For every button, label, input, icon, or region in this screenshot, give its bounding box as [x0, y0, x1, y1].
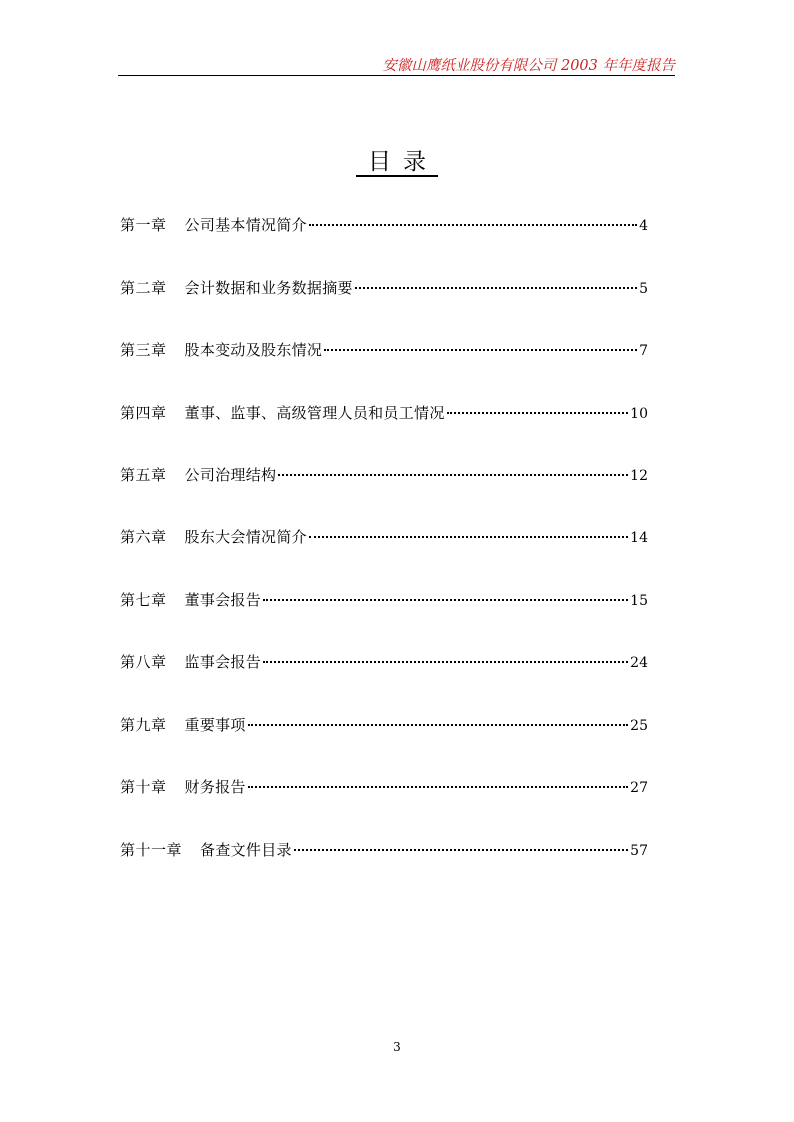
dot-leader	[263, 660, 628, 663]
toc-entry[interactable]	[120, 526, 648, 548]
dot-leader	[294, 848, 628, 851]
chapter-page: 14	[630, 530, 648, 546]
chapter-number: 第三章	[120, 341, 167, 359]
chapter-number: 第八章	[120, 653, 167, 671]
chapter-page: 5	[639, 281, 648, 297]
chapter-number: 第四章	[120, 404, 167, 422]
chapter-number: 第一章	[120, 216, 167, 234]
dot-leader	[309, 223, 637, 226]
chapter-title: 董事、监事、高级管理人员和员工情况	[184, 404, 445, 422]
toc-entry[interactable]	[120, 464, 648, 486]
chapter-title: 股本变动及股东情况	[184, 341, 323, 359]
chapter-title: 公司治理结构	[184, 466, 277, 484]
chapter-title: 董事会报告	[184, 591, 262, 609]
chapter-page: 25	[630, 718, 648, 734]
chapter-page: 4	[639, 218, 648, 234]
chapter-page: 10	[630, 406, 648, 422]
chapter-page: 24	[630, 655, 648, 671]
toc-entry[interactable]	[120, 714, 648, 736]
dot-leader	[248, 785, 628, 788]
dot-leader	[278, 473, 628, 476]
dot-leader	[263, 598, 628, 601]
chapter-number: 第十章	[120, 778, 167, 796]
chapter-title: 重要事项	[184, 716, 246, 734]
chapter-page: 7	[639, 343, 648, 359]
chapter-title: 公司基本情况简介	[184, 216, 307, 234]
chapter-title: 监事会报告	[184, 653, 262, 671]
chapter-page: 57	[630, 843, 648, 859]
toc-entry[interactable]	[120, 776, 648, 798]
dot-leader	[324, 348, 637, 351]
toc-entry[interactable]	[120, 839, 648, 861]
chapter-number: 第七章	[120, 591, 167, 609]
toc-entry[interactable]	[120, 651, 648, 673]
toc-entry[interactable]	[120, 214, 648, 236]
toc-entry[interactable]	[120, 339, 648, 361]
toc-entry[interactable]	[120, 589, 648, 611]
chapter-title: 股东大会情况简介	[184, 528, 307, 546]
dot-leader	[447, 411, 629, 414]
header-divider	[118, 75, 675, 76]
toc-title	[0, 147, 794, 177]
chapter-title: 财务报告	[184, 778, 246, 796]
chapter-number: 第二章	[120, 279, 167, 297]
toc-entry[interactable]	[120, 277, 648, 299]
dot-leader	[355, 286, 637, 289]
chapter-number: 第六章	[120, 528, 167, 546]
chapter-page: 27	[630, 780, 648, 796]
toc-entry[interactable]	[120, 402, 648, 424]
chapter-number: 第九章	[120, 716, 167, 734]
chapter-page: 15	[630, 593, 648, 609]
report-header: 安徽山鹰纸业股份有限公司 2003 年年度报告	[382, 58, 675, 74]
dot-leader	[309, 535, 628, 538]
chapter-number: 第五章	[120, 466, 167, 484]
toc-title-text: 目录	[356, 149, 438, 177]
chapter-title: 会计数据和业务数据摘要	[184, 279, 353, 297]
chapter-title: 备查文件目录	[200, 841, 292, 859]
chapter-page: 12	[630, 468, 648, 484]
page-number: 3	[393, 1040, 401, 1054]
chapter-number: 第十一章	[120, 841, 183, 859]
dot-leader	[248, 723, 628, 726]
